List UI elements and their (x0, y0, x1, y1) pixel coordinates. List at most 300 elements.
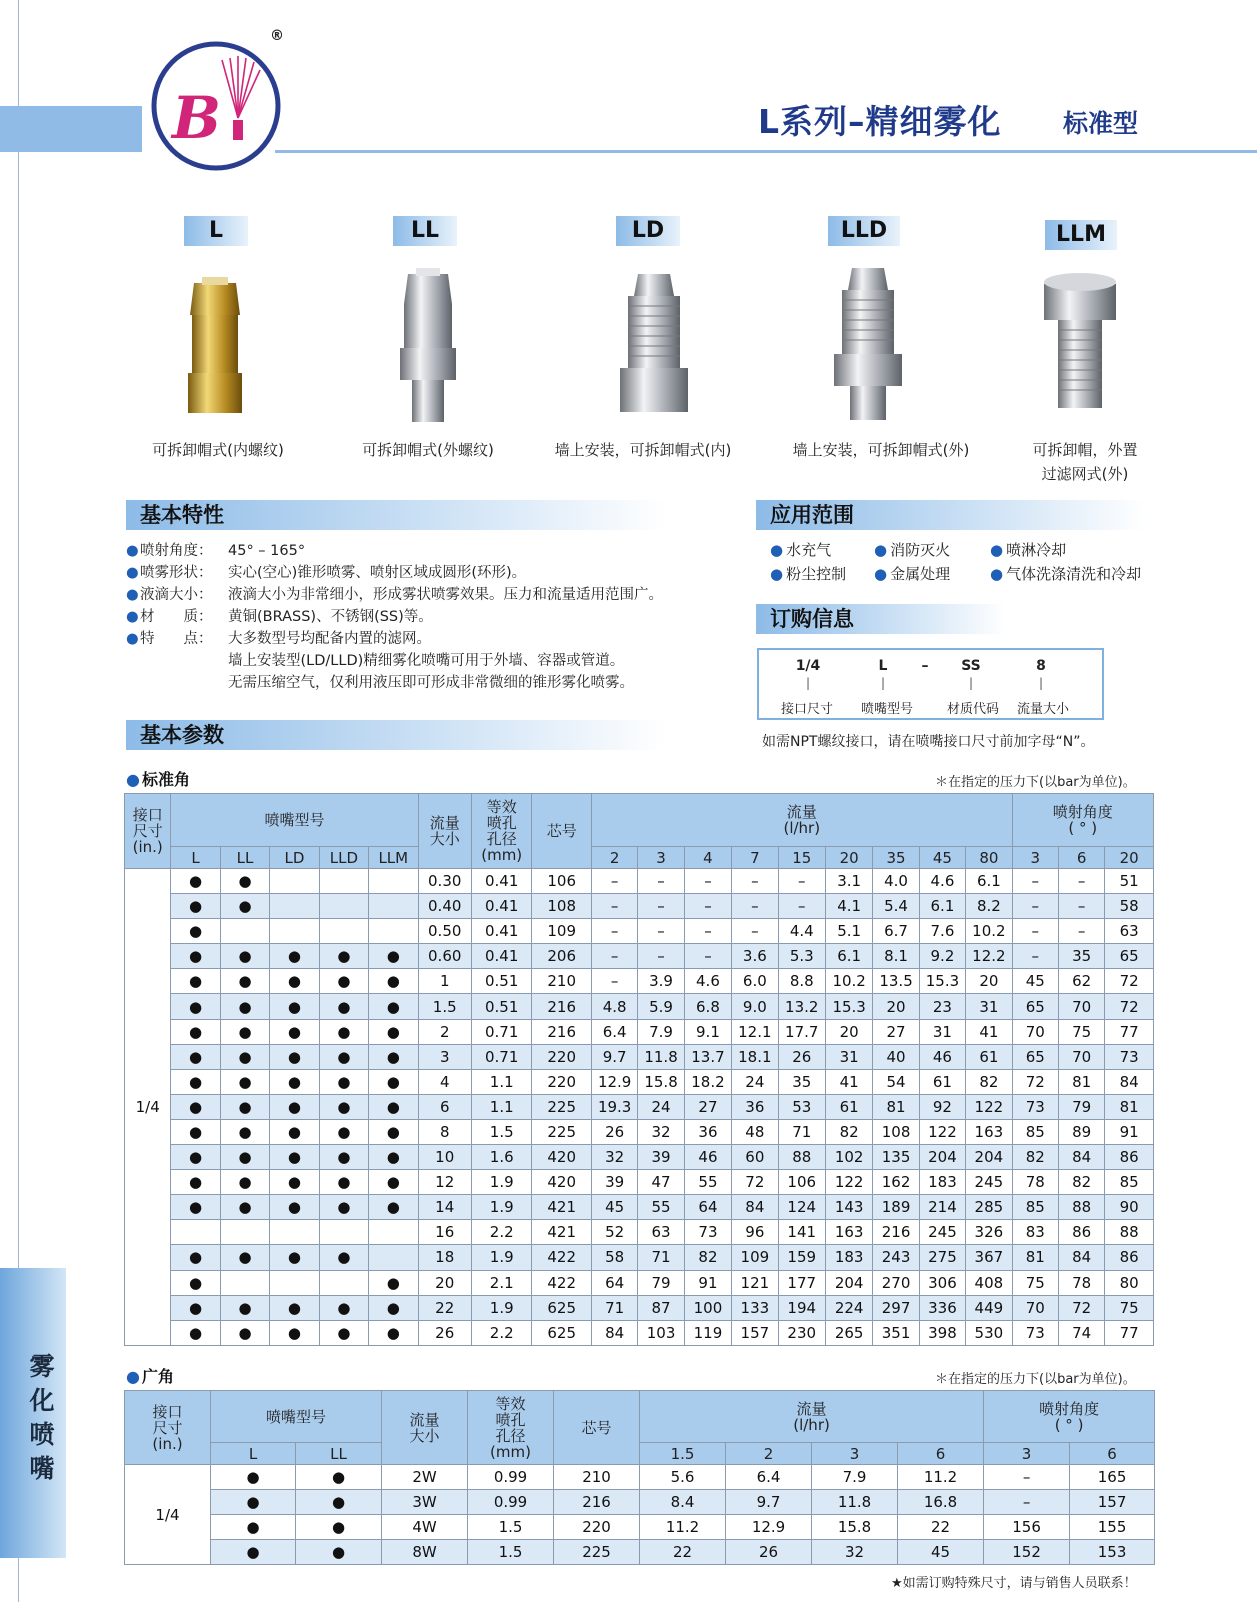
std-flow-cell: 32 (638, 1119, 684, 1144)
std-availability-cell: ● (270, 1069, 319, 1094)
std-availability-cell: ● (319, 1145, 368, 1170)
std-availability-cell: ● (369, 1320, 418, 1345)
std-availability-cell: ● (319, 1195, 368, 1220)
std-model-col-llm: LLM (369, 847, 418, 869)
std-flow-cell: 100 (684, 1295, 731, 1320)
std-availability-cell (369, 894, 418, 919)
std-availability-cell: ● (270, 1295, 319, 1320)
ordering-heading: 订购信息 (756, 604, 1006, 634)
model-caption-lld: 墙上安装，可拆卸帽式(外) (792, 441, 970, 459)
std-angle-cell: 78 (1012, 1170, 1058, 1195)
std-angle-cell: 81 (1012, 1245, 1058, 1270)
std-availability-cell (220, 1270, 269, 1295)
std-flow-cell: 81 (873, 1094, 919, 1119)
application-item: ● 气体洗涤清洗和冷却 (990, 565, 1142, 583)
std-flow-cell: 13.2 (778, 994, 825, 1019)
std-flow-cell: 306 (919, 1270, 965, 1295)
std-flow-cell: 53 (778, 1094, 825, 1119)
std-core-cell: 220 (532, 1044, 592, 1069)
std-availability-cell: ● (220, 1094, 269, 1119)
std-model-col-l: L (171, 847, 220, 869)
wide-flow-size-cell: 3W (382, 1490, 468, 1515)
feature-item: ● 材 质： 黄铜(BRASS)、不锈钢(SS)等。 (126, 609, 433, 625)
std-flow-cell: 133 (732, 1295, 778, 1320)
std-availability-cell: ● (270, 1170, 319, 1195)
std-table-row (125, 944, 1154, 969)
std-availability-cell (319, 1220, 368, 1245)
params-heading: 基本参数 (126, 720, 666, 750)
std-flow-cell: 79 (638, 1270, 684, 1295)
std-orifice-cell: 1.9 (471, 1170, 532, 1195)
std-pressure-col: 4 (684, 847, 731, 869)
std-angle-cell: 73 (1105, 1044, 1154, 1069)
std-flow-cell: 10.2 (966, 919, 1012, 944)
std-flow-cell: 10.2 (825, 969, 872, 994)
wide-table-title: ● 广角 (126, 1367, 174, 1386)
std-model-col-ld: LD (270, 847, 319, 869)
std-flow-cell: – (638, 869, 684, 894)
std-angle-cell: 62 (1058, 969, 1104, 994)
std-flow-cell: 106 (778, 1170, 825, 1195)
std-flow-cell: 122 (919, 1119, 965, 1144)
wide-flow-cell: 5.6 (640, 1465, 726, 1490)
std-flow-cell: 102 (825, 1145, 872, 1170)
std-angle-cell: 70 (1058, 994, 1104, 1019)
std-pressure-col: 20 (825, 847, 872, 869)
registered-mark: ® (270, 28, 284, 44)
std-flow-cell: 48 (732, 1119, 778, 1144)
nozzle-llm-image (1038, 266, 1122, 416)
std-angle-cell: 78 (1058, 1270, 1104, 1295)
std-flow-cell: 265 (825, 1320, 872, 1345)
std-table-row (125, 1170, 1154, 1195)
std-availability-cell: ● (220, 869, 269, 894)
std-availability-cell (270, 1220, 319, 1245)
std-table-row (125, 1320, 1154, 1345)
std-flow-cell: 367 (966, 1245, 1012, 1270)
wide-availability-cell: ● (296, 1540, 382, 1565)
std-flow-cell: 15.8 (638, 1069, 684, 1094)
std-flow-cell: 91 (684, 1270, 731, 1295)
std-angle-cell: 77 (1105, 1019, 1154, 1044)
std-availability-cell: ● (319, 1019, 368, 1044)
std-availability-cell: ● (270, 1195, 319, 1220)
brand-logo (150, 40, 282, 172)
std-flow-size-cell: 20 (418, 1270, 471, 1295)
std-flow-size-cell: 8 (418, 1119, 471, 1144)
std-flow-cell: 224 (825, 1295, 872, 1320)
std-flow-cell: 3.6 (732, 944, 778, 969)
std-flow-cell: 64 (684, 1195, 731, 1220)
std-availability-cell: ● (369, 1094, 418, 1119)
std-core-cell: 422 (532, 1245, 592, 1270)
std-flow-cell: 270 (873, 1270, 919, 1295)
model-tag-ld: LD (616, 216, 680, 246)
std-angle-cell: – (1012, 894, 1058, 919)
std-orifice-cell: 0.71 (471, 1044, 532, 1069)
std-availability-cell: ● (319, 1094, 368, 1119)
wide-table-note: ＊在指定的压力下(以bar为单位)。 (935, 1372, 1136, 1387)
std-flow-size-cell: 10 (418, 1145, 471, 1170)
std-flow-cell: 82 (825, 1119, 872, 1144)
std-flow-cell: – (638, 894, 684, 919)
std-angle-pressure-col: 3 (1012, 847, 1058, 869)
std-flow-size-cell: 14 (418, 1195, 471, 1220)
std-orifice-cell: 0.41 (471, 869, 532, 894)
std-core-cell: 220 (532, 1069, 592, 1094)
std-availability-cell (319, 919, 368, 944)
std-angle-cell: 84 (1058, 1245, 1104, 1270)
std-flow-cell: 449 (966, 1295, 1012, 1320)
std-availability-cell: ● (171, 1044, 220, 1069)
std-flow-cell: 3.1 (825, 869, 872, 894)
std-flow-cell: 4.1 (825, 894, 872, 919)
model-caption-ld: 墙上安装，可拆卸帽式(内) (554, 441, 732, 459)
std-orifice-cell: 2.2 (471, 1220, 532, 1245)
std-flow-cell: 336 (919, 1295, 965, 1320)
wide-flow-cell: 12.9 (726, 1515, 812, 1540)
std-core-cell: 421 (532, 1195, 592, 1220)
std-availability-cell: ● (369, 1195, 418, 1220)
std-availability-cell: ● (319, 1044, 368, 1069)
std-angle-cell: 77 (1105, 1320, 1154, 1345)
col-header-core: 芯号 (532, 794, 592, 869)
col-header-model: 喷嘴型号 (171, 794, 418, 847)
std-flow-cell: 71 (778, 1119, 825, 1144)
std-size-cell: 1/4 (125, 869, 171, 1346)
std-flow-cell: 63 (638, 1220, 684, 1245)
std-flow-cell: 245 (966, 1170, 1012, 1195)
wide-flow-cell: 15.8 (812, 1515, 898, 1540)
std-availability-cell (220, 1220, 269, 1245)
std-flow-cell: 82 (966, 1069, 1012, 1094)
std-flow-cell: 530 (966, 1320, 1012, 1345)
wide-flow-cell: 22 (898, 1515, 984, 1540)
std-flow-cell: 398 (919, 1320, 965, 1345)
std-table-row (125, 1094, 1154, 1119)
std-angle-cell: 85 (1012, 1119, 1058, 1144)
std-flow-cell: – (591, 969, 637, 994)
order-code-dash: – (921, 658, 929, 674)
features-list (126, 540, 663, 694)
std-flow-cell: 135 (873, 1145, 919, 1170)
std-flow-cell: 4.8 (591, 994, 637, 1019)
wide-core-cell: 210 (554, 1465, 640, 1490)
ordering-box (757, 648, 1104, 720)
std-availability-cell: ● (171, 944, 220, 969)
std-orifice-cell: 1.6 (471, 1145, 532, 1170)
std-flow-cell: 19.3 (591, 1094, 637, 1119)
wide-table-row (125, 1540, 1155, 1565)
std-table-row (125, 1119, 1154, 1144)
std-flow-cell: 5.3 (778, 944, 825, 969)
std-flow-cell: – (684, 919, 731, 944)
standard-table-note: ＊在指定的压力下(以bar为单位)。 (935, 775, 1136, 790)
wide-col-header-size: 接口 尺寸 (in.) (125, 1391, 211, 1465)
order-code-flow: 8 (1036, 658, 1046, 674)
std-flow-cell: – (684, 869, 731, 894)
wide-orifice-cell: 0.99 (468, 1490, 554, 1515)
std-angle-cell: 63 (1105, 919, 1154, 944)
std-flow-cell: 26 (778, 1044, 825, 1069)
std-angle-cell: 45 (1012, 969, 1058, 994)
std-availability-cell: ● (171, 969, 220, 994)
applications-grid (770, 538, 1141, 586)
std-angle-cell: 70 (1058, 1044, 1104, 1069)
std-availability-cell: ● (369, 1069, 418, 1094)
std-angle-cell: 84 (1105, 1069, 1154, 1094)
wide-pressure-col: 3 (812, 1443, 898, 1465)
std-flow-cell: 31 (825, 1044, 872, 1069)
wide-angle-pressure-col: 3 (984, 1443, 1070, 1465)
std-flow-cell: 55 (638, 1195, 684, 1220)
std-flow-cell: 73 (684, 1220, 731, 1245)
std-flow-cell: 183 (919, 1170, 965, 1195)
std-flow-cell: 20 (873, 994, 919, 1019)
std-availability-cell: ● (270, 1145, 319, 1170)
std-flow-cell: 12.2 (966, 944, 1012, 969)
std-angle-cell: 86 (1105, 1245, 1154, 1270)
wide-flow-cell: 16.8 (898, 1490, 984, 1515)
feature-continuation: 墙上安装型(LD/LLD)精细雾化喷嘴可用于外墙、容器或管道。 (228, 653, 625, 669)
std-pressure-col: 7 (732, 847, 778, 869)
std-flow-size-cell: 3 (418, 1044, 471, 1069)
std-flow-size-cell: 0.40 (418, 894, 471, 919)
std-angle-cell: 73 (1012, 1320, 1058, 1345)
std-availability-cell: ● (171, 1019, 220, 1044)
std-availability-cell (369, 1220, 418, 1245)
col-header-flow-size: 流量 大小 (418, 794, 471, 869)
feature-item: ● 液滴大小： 液滴大小为非常细小，形成雾状喷雾效果。压力和流量适用范围广。 (126, 587, 663, 603)
wide-core-cell: 220 (554, 1515, 640, 1540)
wide-flow-cell: 45 (898, 1540, 984, 1565)
std-flow-cell: 326 (966, 1220, 1012, 1245)
std-flow-cell: 216 (873, 1220, 919, 1245)
page-subtitle: 标准型 (1063, 109, 1139, 138)
std-flow-size-cell: 1 (418, 969, 471, 994)
std-flow-cell: 58 (591, 1245, 637, 1270)
std-angle-cell: 79 (1058, 1094, 1104, 1119)
std-pressure-col: 3 (638, 847, 684, 869)
std-pressure-col: 80 (966, 847, 1012, 869)
std-flow-cell: 46 (684, 1145, 731, 1170)
order-code-material: SS (961, 658, 981, 674)
std-availability-cell: ● (220, 994, 269, 1019)
std-availability-cell: ● (220, 1245, 269, 1270)
std-flow-cell: 4.0 (873, 869, 919, 894)
std-flow-cell: 40 (873, 1044, 919, 1069)
wide-table-row (125, 1490, 1155, 1515)
std-model-col-lld: LLD (319, 847, 368, 869)
std-flow-cell: – (591, 944, 637, 969)
std-availability-cell: ● (369, 969, 418, 994)
std-angle-cell: 65 (1105, 944, 1154, 969)
std-flow-size-cell: 18 (418, 1245, 471, 1270)
std-table-row (125, 1195, 1154, 1220)
model-tag-llm: LLM (1045, 220, 1117, 250)
wide-angle-cell: 155 (1070, 1515, 1155, 1540)
std-orifice-cell: 1.5 (471, 1119, 532, 1144)
std-angle-cell: – (1012, 944, 1058, 969)
std-flow-cell: 35 (778, 1069, 825, 1094)
std-availability-cell: ● (369, 1019, 418, 1044)
std-flow-cell: 204 (966, 1145, 1012, 1170)
std-flow-cell: 52 (591, 1220, 637, 1245)
std-angle-cell: 72 (1105, 969, 1154, 994)
std-flow-cell: 8.2 (966, 894, 1012, 919)
std-flow-cell: 92 (919, 1094, 965, 1119)
std-availability-cell (171, 1220, 220, 1245)
std-pressure-col: 45 (919, 847, 965, 869)
std-flow-cell: 163 (966, 1119, 1012, 1144)
wide-angle-cell: 165 (1070, 1465, 1155, 1490)
std-angle-cell: 90 (1105, 1195, 1154, 1220)
std-angle-cell: 82 (1012, 1145, 1058, 1170)
std-table-row (125, 1019, 1154, 1044)
std-angle-cell: – (1058, 919, 1104, 944)
std-flow-size-cell: 0.30 (418, 869, 471, 894)
std-angle-cell: 89 (1058, 1119, 1104, 1144)
std-availability-cell: ● (171, 869, 220, 894)
std-availability-cell: ● (319, 1119, 368, 1144)
std-table-row (125, 969, 1154, 994)
std-availability-cell: ● (171, 1069, 220, 1094)
std-flow-cell: 109 (732, 1245, 778, 1270)
std-flow-cell: 204 (825, 1270, 872, 1295)
std-table-row (125, 869, 1154, 894)
std-availability-cell: ● (270, 994, 319, 1019)
std-flow-cell: 285 (966, 1195, 1012, 1220)
wide-pressure-col: 2 (726, 1443, 812, 1465)
std-flow-cell: 9.7 (591, 1044, 637, 1069)
wide-pressure-col: 6 (898, 1443, 984, 1465)
std-flow-cell: 15.3 (825, 994, 872, 1019)
std-availability-cell (369, 1245, 418, 1270)
std-flow-cell: 121 (732, 1270, 778, 1295)
std-flow-cell: 275 (919, 1245, 965, 1270)
wide-col-header-flow: 流量 (l/hr) (640, 1391, 984, 1443)
nozzle-ll-image (390, 268, 466, 426)
std-table-row (125, 1069, 1154, 1094)
std-core-cell: 225 (532, 1119, 592, 1144)
std-flow-cell: 31 (919, 1019, 965, 1044)
std-core-cell: 216 (532, 1019, 592, 1044)
model-caption-llm (1010, 438, 1160, 486)
order-label-material: 材质代码 (946, 702, 999, 717)
wide-flow-size-cell: 4W (382, 1515, 468, 1540)
std-flow-cell: 13.5 (873, 969, 919, 994)
std-angle-cell: 70 (1012, 1295, 1058, 1320)
std-angle-cell: 85 (1012, 1195, 1058, 1220)
std-availability-cell: ● (319, 1320, 368, 1345)
std-orifice-cell: 1.9 (471, 1195, 532, 1220)
std-angle-cell: 82 (1058, 1170, 1104, 1195)
order-pipe: | (1038, 676, 1044, 690)
std-orifice-cell: 0.41 (471, 894, 532, 919)
std-flow-cell: 204 (919, 1145, 965, 1170)
std-flow-cell: – (684, 894, 731, 919)
std-availability-cell: ● (319, 969, 368, 994)
std-availability-cell (319, 894, 368, 919)
wide-angle-cell: – (984, 1490, 1070, 1515)
wide-orifice-cell: 1.5 (468, 1515, 554, 1540)
std-angle-cell: 73 (1012, 1094, 1058, 1119)
std-angle-cell: 80 (1105, 1270, 1154, 1295)
wide-flow-cell: 9.7 (726, 1490, 812, 1515)
std-flow-cell: 36 (684, 1119, 731, 1144)
std-angle-cell: 91 (1105, 1119, 1154, 1144)
std-flow-cell: 24 (732, 1069, 778, 1094)
page-title: L系列–精细雾化 (758, 102, 1002, 141)
std-angle-cell: 65 (1012, 1044, 1058, 1069)
std-flow-size-cell: 22 (418, 1295, 471, 1320)
std-availability-cell: ● (319, 1170, 368, 1195)
wide-availability-cell: ● (211, 1515, 296, 1540)
col-header-flow: 流量 (l/hr) (591, 794, 1012, 847)
std-availability-cell: ● (369, 1295, 418, 1320)
wide-flow-cell: 22 (640, 1540, 726, 1565)
std-orifice-cell: 0.41 (471, 919, 532, 944)
std-pressure-col: 15 (778, 847, 825, 869)
std-availability-cell: ● (220, 1145, 269, 1170)
std-angle-cell: 84 (1058, 1145, 1104, 1170)
std-flow-cell: 36 (732, 1094, 778, 1119)
std-core-cell: 206 (532, 944, 592, 969)
std-availability-cell: ● (171, 1145, 220, 1170)
wide-flow-cell: 11.8 (812, 1490, 898, 1515)
wide-col-header-model: 喷嘴型号 (211, 1391, 382, 1443)
std-flow-cell: 12.1 (732, 1019, 778, 1044)
std-angle-cell: 58 (1105, 894, 1154, 919)
std-flow-cell: 18.2 (684, 1069, 731, 1094)
header-rule (275, 150, 1257, 153)
std-table-row (125, 894, 1154, 919)
wide-flow-cell: 11.2 (640, 1515, 726, 1540)
wide-size-cell: 1/4 (125, 1465, 211, 1565)
std-orifice-cell: 2.2 (471, 1320, 532, 1345)
wide-availability-cell: ● (211, 1540, 296, 1565)
std-angle-cell: 81 (1105, 1094, 1154, 1119)
wide-flow-size-cell: 2W (382, 1465, 468, 1490)
std-flow-cell: 103 (638, 1320, 684, 1345)
std-orifice-cell: 2.1 (471, 1270, 532, 1295)
std-flow-cell: 55 (684, 1170, 731, 1195)
std-availability-cell: ● (171, 1295, 220, 1320)
std-flow-cell: – (638, 919, 684, 944)
std-flow-cell: 5.1 (825, 919, 872, 944)
std-flow-cell: 297 (873, 1295, 919, 1320)
model-caption-l: 可拆卸帽式(内螺纹) (152, 441, 284, 459)
wide-angle-cell: – (984, 1465, 1070, 1490)
std-availability-cell: ● (270, 1245, 319, 1270)
order-label-model: 喷嘴型号 (860, 702, 913, 717)
wide-availability-cell: ● (211, 1490, 296, 1515)
std-flow-cell: 9.2 (919, 944, 965, 969)
std-availability-cell: ● (319, 1295, 368, 1320)
application-item: ● 粉尘控制 (770, 565, 847, 583)
standard-angle-table (124, 793, 1154, 1346)
wide-table-row (125, 1515, 1155, 1540)
application-item: ● 喷淋冷却 (990, 541, 1067, 559)
model-caption-llm-line1: 可拆卸帽，外置 (1032, 441, 1138, 459)
std-table-row (125, 1295, 1154, 1320)
std-angle-cell: – (1058, 894, 1104, 919)
std-flow-cell: 7.6 (919, 919, 965, 944)
std-core-cell: 210 (532, 969, 592, 994)
std-core-cell: 421 (532, 1220, 592, 1245)
std-flow-cell: 18.1 (732, 1044, 778, 1069)
std-flow-cell: 159 (778, 1245, 825, 1270)
